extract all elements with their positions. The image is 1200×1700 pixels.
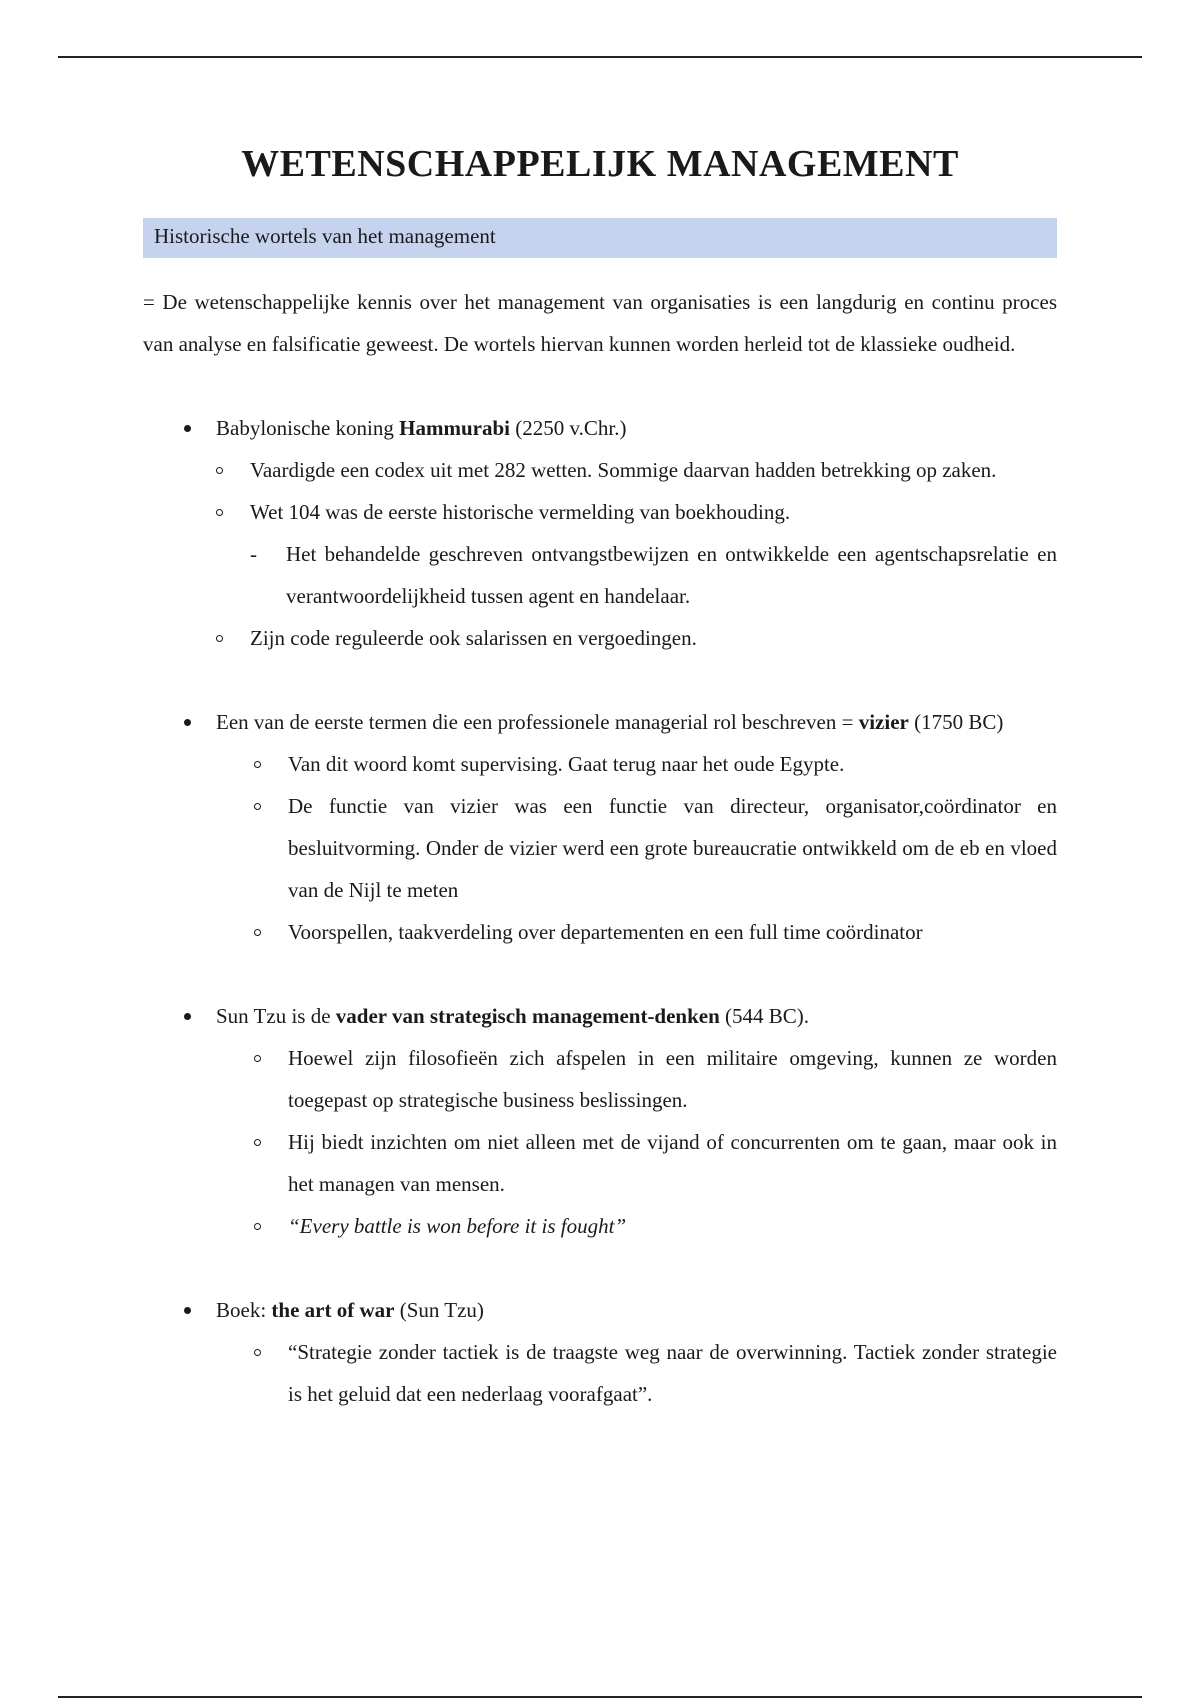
bullet-marker — [184, 425, 191, 432]
bullet-marker — [184, 1013, 191, 1020]
sub-item: Vaardigde een codex uit met 282 wetten. Sommige daarvan hadden betrekking op zaken. — [143, 449, 1057, 491]
sub-item: De functie van vizier was een functie van directeur, organisator,coördinator en besluitvorming. Onder de vizier werd een grote bureaucratie ontwikkeld om de eb en vloed van de Nijl te meten — [143, 785, 1057, 911]
dash-marker: - — [250, 542, 257, 566]
circle-marker — [254, 761, 261, 768]
sub-item: “Strategie zonder tactiek is de traagste weg naar de overwinning. Tactiek zonder strategie is het geluid dat een nederlaag voorafgaat”. — [143, 1331, 1057, 1415]
bullet-text: Sun Tzu is de vader van strategisch management-denken (544 BC). — [216, 1004, 810, 1028]
sub-item: Van dit woord komt supervising. Gaat terug naar het oude Egypte. — [143, 743, 1057, 785]
bullet-book — [143, 1289, 1057, 1331]
circle-marker — [216, 509, 223, 516]
circle-marker — [216, 635, 223, 642]
bullet-text: Babylonische koning Hammurabi (2250 v.Chr.) — [216, 416, 627, 440]
section-heading: Historische wortels van het management — [143, 218, 1057, 258]
dash-item: - Het behandelde geschreven ontvangstbewijzen en ontwikkelde een agentschapsrelatie en verantwoordelijkheid tussen agent en handelaar. — [143, 533, 1057, 617]
sub-item: Hij biedt inzichten om niet alleen met de vijand of concurrenten om te gaan, maar ook in het managen van mensen. — [143, 1121, 1057, 1205]
quote-text: “Every battle is won before it is fought” — [288, 1214, 627, 1238]
sub-item: Wet 104 was de eerste historische vermelding van boekhouding. — [143, 491, 1057, 533]
document-body — [143, 281, 1057, 1415]
bullet-sun-tzu — [143, 995, 1057, 1037]
circle-marker — [254, 803, 261, 810]
bullet-marker — [184, 1307, 191, 1314]
circle-marker — [254, 1055, 261, 1062]
circle-marker — [254, 929, 261, 936]
top-rule — [58, 56, 1142, 58]
sub-item: Voorspellen, taakverdeling over departementen en een full time coördinator — [143, 911, 1057, 953]
sub-item: Hoewel zijn filosofieën zich afspelen in een militaire omgeving, kunnen ze worden toegepast op strategische business beslissingen. — [143, 1037, 1057, 1121]
bullet-marker — [184, 719, 191, 726]
circle-marker — [254, 1223, 261, 1230]
bullet-text: Boek: the art of war (Sun Tzu) — [216, 1298, 484, 1322]
circle-marker — [254, 1349, 261, 1356]
circle-marker — [216, 467, 223, 474]
circle-marker — [254, 1139, 261, 1146]
intro-paragraph: = De wetenschappelijke kennis over het management van organisaties is een langdurig en continu proces van analyse en falsificatie geweest. De wortels hiervan kunnen worden herleid tot de klassieke oudheid. — [143, 290, 1057, 356]
bullet-vizier — [143, 701, 1057, 743]
bullet-hammurabi — [143, 407, 1057, 449]
bullet-text: Een van de eerste termen die een professionele managerial rol beschreven = vizier (1750 BC) — [216, 710, 1004, 734]
page-title: WETENSCHAPPELIJK MANAGEMENT — [241, 143, 959, 185]
bottom-rule — [58, 1696, 1142, 1698]
sub-item: Zijn code reguleerde ook salarissen en vergoedingen. — [143, 617, 1057, 659]
sub-item — [143, 1205, 1057, 1247]
